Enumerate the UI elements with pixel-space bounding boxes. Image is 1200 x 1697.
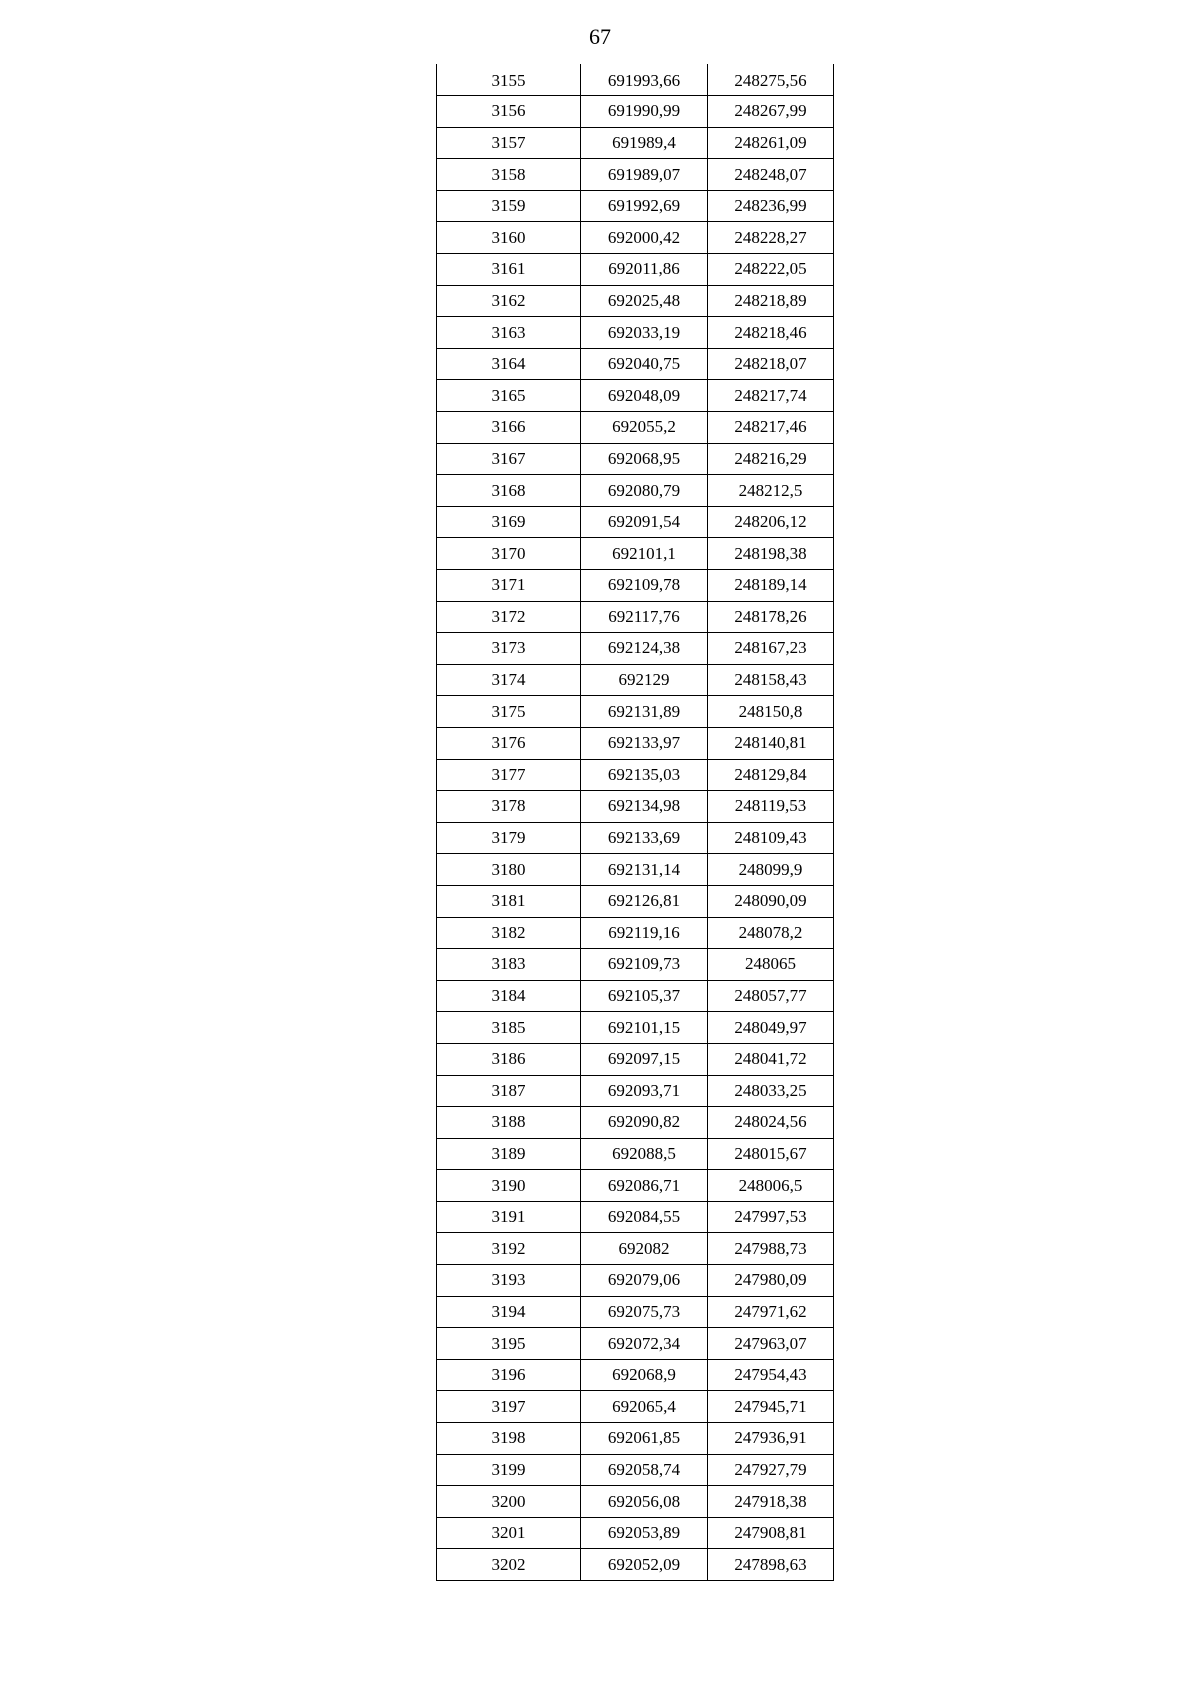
y-coordinate-cell: 247954,43 [708, 1359, 834, 1391]
x-coordinate-cell: 692101,1 [581, 538, 708, 570]
point-number-cell: 3173 [437, 633, 581, 665]
table-row [437, 1138, 834, 1170]
point-number-cell: 3191 [437, 1201, 581, 1233]
table-row [437, 506, 834, 538]
point-number-cell: 3183 [437, 949, 581, 981]
table-row [437, 222, 834, 254]
point-number-cell: 3176 [437, 727, 581, 759]
table-row [437, 475, 834, 507]
y-coordinate-cell: 248167,23 [708, 633, 834, 665]
table-row [437, 696, 834, 728]
y-coordinate-cell: 247997,53 [708, 1201, 834, 1233]
point-number-cell: 3196 [437, 1359, 581, 1391]
x-coordinate-cell: 692093,71 [581, 1075, 708, 1107]
point-number-cell: 3172 [437, 601, 581, 633]
table-row [437, 1454, 834, 1486]
y-coordinate-cell: 248015,67 [708, 1138, 834, 1170]
point-number-cell: 3155 [437, 64, 581, 96]
point-number-cell: 3162 [437, 285, 581, 317]
x-coordinate-cell: 692088,5 [581, 1138, 708, 1170]
point-number-cell: 3157 [437, 127, 581, 159]
table-row [437, 380, 834, 412]
x-coordinate-cell: 692055,2 [581, 412, 708, 444]
point-number-cell: 3188 [437, 1107, 581, 1139]
table-row [437, 285, 834, 317]
y-coordinate-cell: 248228,27 [708, 222, 834, 254]
table-row [437, 570, 834, 602]
y-coordinate-cell: 248261,09 [708, 127, 834, 159]
point-number-cell: 3202 [437, 1549, 581, 1581]
point-number-cell: 3186 [437, 1043, 581, 1075]
table-row [437, 949, 834, 981]
table-row [437, 1359, 834, 1391]
y-coordinate-cell: 248033,25 [708, 1075, 834, 1107]
point-number-cell: 3177 [437, 759, 581, 791]
x-coordinate-cell: 692097,15 [581, 1043, 708, 1075]
y-coordinate-cell: 248218,46 [708, 317, 834, 349]
point-number-cell: 3163 [437, 317, 581, 349]
y-coordinate-cell: 248041,72 [708, 1043, 834, 1075]
x-coordinate-cell: 692109,73 [581, 949, 708, 981]
x-coordinate-cell: 692011,86 [581, 254, 708, 286]
table-row [437, 412, 834, 444]
table-row [437, 190, 834, 222]
x-coordinate-cell: 692105,37 [581, 980, 708, 1012]
x-coordinate-cell: 692061,85 [581, 1423, 708, 1455]
point-number-cell: 3167 [437, 443, 581, 475]
x-coordinate-cell: 692058,74 [581, 1454, 708, 1486]
y-coordinate-cell: 248099,9 [708, 854, 834, 886]
y-coordinate-cell: 248057,77 [708, 980, 834, 1012]
point-number-cell: 3198 [437, 1423, 581, 1455]
table-row [437, 1233, 834, 1265]
table-row [437, 1075, 834, 1107]
x-coordinate-cell: 692040,75 [581, 348, 708, 380]
point-number-cell: 3160 [437, 222, 581, 254]
table-row [437, 727, 834, 759]
y-coordinate-cell: 247971,62 [708, 1296, 834, 1328]
y-coordinate-cell: 248216,29 [708, 443, 834, 475]
point-number-cell: 3182 [437, 917, 581, 949]
y-coordinate-cell: 248217,74 [708, 380, 834, 412]
point-number-cell: 3180 [437, 854, 581, 886]
x-coordinate-cell: 692068,95 [581, 443, 708, 475]
table-row [437, 601, 834, 633]
x-coordinate-cell: 692135,03 [581, 759, 708, 791]
table-row [437, 1012, 834, 1044]
table-row [437, 1170, 834, 1202]
table-row [437, 1391, 834, 1423]
x-coordinate-cell: 692056,08 [581, 1486, 708, 1518]
y-coordinate-cell: 248248,07 [708, 159, 834, 191]
point-number-cell: 3185 [437, 1012, 581, 1044]
table-row [437, 664, 834, 696]
y-coordinate-cell: 247918,38 [708, 1486, 834, 1518]
point-number-cell: 3193 [437, 1265, 581, 1297]
y-coordinate-cell: 247980,09 [708, 1265, 834, 1297]
y-coordinate-cell: 247988,73 [708, 1233, 834, 1265]
y-coordinate-cell: 247936,91 [708, 1423, 834, 1455]
x-coordinate-cell: 692126,81 [581, 885, 708, 917]
x-coordinate-cell: 692101,15 [581, 1012, 708, 1044]
point-number-cell: 3175 [437, 696, 581, 728]
point-number-cell: 3181 [437, 885, 581, 917]
x-coordinate-cell: 692075,73 [581, 1296, 708, 1328]
y-coordinate-cell: 248267,99 [708, 96, 834, 128]
y-coordinate-cell: 248275,56 [708, 64, 834, 96]
y-coordinate-cell: 248198,38 [708, 538, 834, 570]
point-number-cell: 3194 [437, 1296, 581, 1328]
point-number-cell: 3187 [437, 1075, 581, 1107]
table-row [437, 64, 834, 96]
table-row [437, 854, 834, 886]
y-coordinate-cell: 248222,05 [708, 254, 834, 286]
y-coordinate-cell: 248078,2 [708, 917, 834, 949]
table-row [437, 885, 834, 917]
x-coordinate-cell: 692033,19 [581, 317, 708, 349]
point-number-cell: 3200 [437, 1486, 581, 1518]
point-number-cell: 3165 [437, 380, 581, 412]
x-coordinate-cell: 692000,42 [581, 222, 708, 254]
table-row [437, 317, 834, 349]
point-number-cell: 3184 [437, 980, 581, 1012]
table-row [437, 1328, 834, 1360]
table-row [437, 1486, 834, 1518]
table-row [437, 791, 834, 823]
x-coordinate-cell: 692119,16 [581, 917, 708, 949]
x-coordinate-cell: 692091,54 [581, 506, 708, 538]
x-coordinate-cell: 692117,76 [581, 601, 708, 633]
table-row [437, 1265, 834, 1297]
table-row [437, 1423, 834, 1455]
point-number-cell: 3201 [437, 1517, 581, 1549]
table-row [437, 1296, 834, 1328]
y-coordinate-cell: 248090,09 [708, 885, 834, 917]
x-coordinate-cell: 691993,66 [581, 64, 708, 96]
table-row [437, 759, 834, 791]
y-coordinate-cell: 248129,84 [708, 759, 834, 791]
x-coordinate-cell: 691990,99 [581, 96, 708, 128]
y-coordinate-cell: 247908,81 [708, 1517, 834, 1549]
table-row [437, 348, 834, 380]
point-number-cell: 3156 [437, 96, 581, 128]
x-coordinate-cell: 692079,06 [581, 1265, 708, 1297]
y-coordinate-cell: 247898,63 [708, 1549, 834, 1581]
point-number-cell: 3159 [437, 190, 581, 222]
table-row [437, 1517, 834, 1549]
point-number-cell: 3169 [437, 506, 581, 538]
x-coordinate-cell: 692080,79 [581, 475, 708, 507]
point-number-cell: 3192 [437, 1233, 581, 1265]
table-row [437, 1201, 834, 1233]
x-coordinate-cell: 691989,4 [581, 127, 708, 159]
x-coordinate-cell: 692065,4 [581, 1391, 708, 1423]
x-coordinate-cell: 692068,9 [581, 1359, 708, 1391]
x-coordinate-cell: 692048,09 [581, 380, 708, 412]
table-row [437, 1549, 834, 1581]
x-coordinate-cell: 692090,82 [581, 1107, 708, 1139]
point-number-cell: 3179 [437, 822, 581, 854]
y-coordinate-cell: 247945,71 [708, 1391, 834, 1423]
x-coordinate-cell: 692133,69 [581, 822, 708, 854]
y-coordinate-cell: 248150,8 [708, 696, 834, 728]
table-row [437, 254, 834, 286]
table-row [437, 633, 834, 665]
point-number-cell: 3171 [437, 570, 581, 602]
table-row [437, 538, 834, 570]
x-coordinate-cell: 692134,98 [581, 791, 708, 823]
table-row [437, 1043, 834, 1075]
y-coordinate-cell: 248189,14 [708, 570, 834, 602]
x-coordinate-cell: 692052,09 [581, 1549, 708, 1581]
point-number-cell: 3168 [437, 475, 581, 507]
x-coordinate-cell: 692131,14 [581, 854, 708, 886]
y-coordinate-cell: 248236,99 [708, 190, 834, 222]
y-coordinate-cell: 248024,56 [708, 1107, 834, 1139]
y-coordinate-cell: 248109,43 [708, 822, 834, 854]
y-coordinate-cell: 248212,5 [708, 475, 834, 507]
point-number-cell: 3197 [437, 1391, 581, 1423]
x-coordinate-cell: 692053,89 [581, 1517, 708, 1549]
y-coordinate-cell: 248006,5 [708, 1170, 834, 1202]
table-row [437, 127, 834, 159]
point-number-cell: 3174 [437, 664, 581, 696]
x-coordinate-cell: 691992,69 [581, 190, 708, 222]
y-coordinate-cell: 248218,89 [708, 285, 834, 317]
x-coordinate-cell: 692133,97 [581, 727, 708, 759]
x-coordinate-cell: 692131,89 [581, 696, 708, 728]
point-number-cell: 3178 [437, 791, 581, 823]
table-row [437, 159, 834, 191]
y-coordinate-cell: 248049,97 [708, 1012, 834, 1044]
x-coordinate-cell: 692084,55 [581, 1201, 708, 1233]
y-coordinate-cell: 247963,07 [708, 1328, 834, 1360]
point-number-cell: 3164 [437, 348, 581, 380]
point-number-cell: 3166 [437, 412, 581, 444]
point-number-cell: 3199 [437, 1454, 581, 1486]
y-coordinate-cell: 247927,79 [708, 1454, 834, 1486]
point-number-cell: 3161 [437, 254, 581, 286]
point-number-cell: 3158 [437, 159, 581, 191]
table-row [437, 980, 834, 1012]
x-coordinate-cell: 692129 [581, 664, 708, 696]
y-coordinate-cell: 248065 [708, 949, 834, 981]
x-coordinate-cell: 692124,38 [581, 633, 708, 665]
table-row [437, 96, 834, 128]
point-number-cell: 3195 [437, 1328, 581, 1360]
page-number: 67 [589, 24, 611, 49]
x-coordinate-cell: 692086,71 [581, 1170, 708, 1202]
point-number-cell: 3189 [437, 1138, 581, 1170]
x-coordinate-cell: 692072,34 [581, 1328, 708, 1360]
x-coordinate-cell: 692109,78 [581, 570, 708, 602]
y-coordinate-cell: 248178,26 [708, 601, 834, 633]
coordinates-table [436, 64, 834, 1581]
table-row [437, 822, 834, 854]
y-coordinate-cell: 248217,46 [708, 412, 834, 444]
x-coordinate-cell: 691989,07 [581, 159, 708, 191]
y-coordinate-cell: 248119,53 [708, 791, 834, 823]
table-row [437, 917, 834, 949]
point-number-cell: 3170 [437, 538, 581, 570]
table-row [437, 443, 834, 475]
y-coordinate-cell: 248218,07 [708, 348, 834, 380]
point-number-cell: 3190 [437, 1170, 581, 1202]
y-coordinate-cell: 248158,43 [708, 664, 834, 696]
coordinates-table-body [437, 64, 834, 1581]
x-coordinate-cell: 692025,48 [581, 285, 708, 317]
y-coordinate-cell: 248206,12 [708, 506, 834, 538]
x-coordinate-cell: 692082 [581, 1233, 708, 1265]
y-coordinate-cell: 248140,81 [708, 727, 834, 759]
table-row [437, 1107, 834, 1139]
